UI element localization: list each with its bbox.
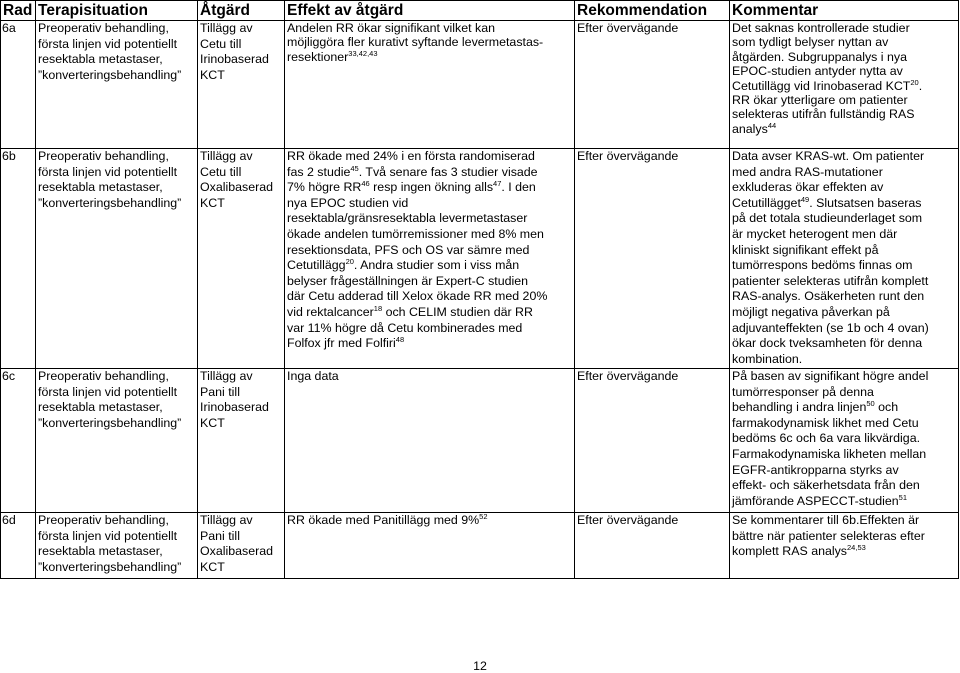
effekt-cell: RR ökade med 24% i en första randomiserad fas 2 studie$^{45}$. Två senare fas 3 studier visade 7% högre RR$^{46}$ resp ingen ökning alls$^{47}$. I den nya EPOC studien vid resektabla/gränsresektabla levermetastaser ökade andelen tumörremissioner med 8% men resektionsdata, PFS och OS var sämre med Cetutillägg$^{20}$. Andra studier som i viss mån belyser frågeställningen är Expert-C studien där Cetu adderad till Xelox ökade RR med 20% vid rektalcancer$^{18}$ och CELIM studien där RR var 11% högre då Cetu kombinerades med Folfox jfr med Folfiri$^{48}$ bbox=[285, 149, 575, 369]
reference-sup: 45 bbox=[350, 163, 359, 173]
page-number: 12 bbox=[473, 659, 487, 673]
effekt-cell: Inga data bbox=[285, 369, 575, 513]
rekommendation-cell: Efter övervägande bbox=[575, 149, 730, 369]
kommentar-cell: Se kommentarer till 6b.Effekten är bättre när patienter selekteras efter komplett RAS analys$^{24,53}$ bbox=[730, 513, 959, 579]
effekt-cell: RR ökade med Panitillägg med 9%$^{52}$ bbox=[285, 513, 575, 579]
reference-sup: 33,42,43 bbox=[348, 48, 378, 58]
terapisituation-cell: Preoperativ behandling, första linjen vid potentiellt resektabla metastaser, ”konverteringsbehandling” bbox=[36, 369, 198, 513]
reference-sup: 51 bbox=[898, 492, 908, 502]
atgard-cell: Tillägg av Cetu till Oxalibaserad KCT bbox=[198, 149, 285, 369]
reference-sup: 18 bbox=[373, 303, 383, 313]
kommentar-cell: Data avser KRAS-wt. Om patienter med andra RAS-mutationer exkluderas ökar effekten av Cetutillägget$^{49}$. Slutsatsen baseras på det totala studieunderlaget som är mycket heterogent men där kliniskt signifikant effekt på tumörrespons bedöms finnas om patienter selekteras utifrån komplett RAS-analys. Osäkerheten runt den möjligt negativa påverkan på adjuvanteffekten (se 1b och 4 ovan) ökar dock tveksamheten för denna kombination. bbox=[730, 149, 959, 369]
atgard-cell: Tillägg av Pani till Irinobaserad KCT bbox=[198, 369, 285, 513]
reference-sup: 48 bbox=[395, 335, 405, 345]
effekt-cell: Andelen RR ökar signifikant vilket kan möjliggöra fler kurativt syftande levermetastas- resektioner$^{33,42,43}$ bbox=[285, 21, 575, 149]
table-row bbox=[1, 513, 959, 579]
reference-sup: 49 bbox=[800, 194, 810, 204]
rekommendation-cell: Efter övervägande bbox=[575, 21, 730, 149]
header-terapisituation: Terapisituation bbox=[36, 1, 198, 21]
header-atgard: Åtgärd bbox=[198, 1, 285, 21]
table-row bbox=[1, 149, 959, 369]
row-id: 6b bbox=[1, 149, 36, 369]
row-id: 6d bbox=[1, 513, 36, 579]
reference-sup: 52 bbox=[479, 512, 488, 521]
kommentar-cell: Det saknas kontrollerade studier som tydligt belyser nyttan av åtgärden. Subgruppanalys i nya EPOC-studien antyder nytta av Cetutillägg vid Irinobaserad KCT$^{20}$. RR ökar ytterligare om patienter selekteras utifrån fullständig RAS analys$^{44}$ bbox=[730, 21, 959, 149]
header-rekommendation: Rekommendation bbox=[575, 1, 730, 21]
terapisituation-cell: Preoperativ behandling, första linjen vid potentiellt resektabla metastaser, ”konverteringsbehandling” bbox=[36, 149, 198, 369]
reference-sup: 46 bbox=[361, 179, 370, 189]
header-rad: Rad bbox=[1, 1, 36, 21]
header-kommentar: Kommentar bbox=[730, 1, 959, 21]
header-effekt: Effekt av åtgärd bbox=[285, 1, 575, 21]
reference-sup: 50 bbox=[866, 399, 875, 409]
atgard-cell: Tillägg av Cetu till Irinobaserad KCT bbox=[198, 21, 285, 149]
rekommendation-cell: Efter övervägande bbox=[575, 369, 730, 513]
terapisituation-cell: Preoperativ behandling, första linjen vid potentiellt resektabla metastaser, ”konverteringsbehandling” bbox=[36, 513, 198, 579]
reference-sup: 20 bbox=[345, 257, 354, 267]
table-row bbox=[1, 369, 959, 513]
reference-sup: 24,53 bbox=[847, 543, 866, 553]
kommentar-cell: På basen av signifikant högre andel tumörresponser på denna behandling i andra linjen$^{50}$ och farmakodynamisk likhet med Cetu bedöms 6c och 6a vara likvärdiga. Farmakodynamiska likheten mellan EGFR-antikropparna styrks av effekt- och säkerhetsdata från den jämförande ASPECCT-studien$^{51}$ bbox=[730, 369, 959, 513]
row-id: 6c bbox=[1, 369, 36, 513]
terapisituation-cell: Preoperativ behandling, första linjen vid potentiellt resektabla metastaser, ”konverteringsbehandling” bbox=[36, 21, 198, 149]
row-id: 6a bbox=[1, 21, 36, 149]
table-row bbox=[1, 21, 959, 149]
reference-sup: 47 bbox=[493, 179, 502, 189]
reference-sup: 44 bbox=[767, 120, 777, 130]
rekommendation-cell: Efter övervägande bbox=[575, 513, 730, 579]
table-header-row bbox=[1, 1, 959, 21]
reference-sup: 20 bbox=[910, 77, 919, 87]
atgard-cell: Tillägg av Pani till Oxalibaserad KCT bbox=[198, 513, 285, 579]
